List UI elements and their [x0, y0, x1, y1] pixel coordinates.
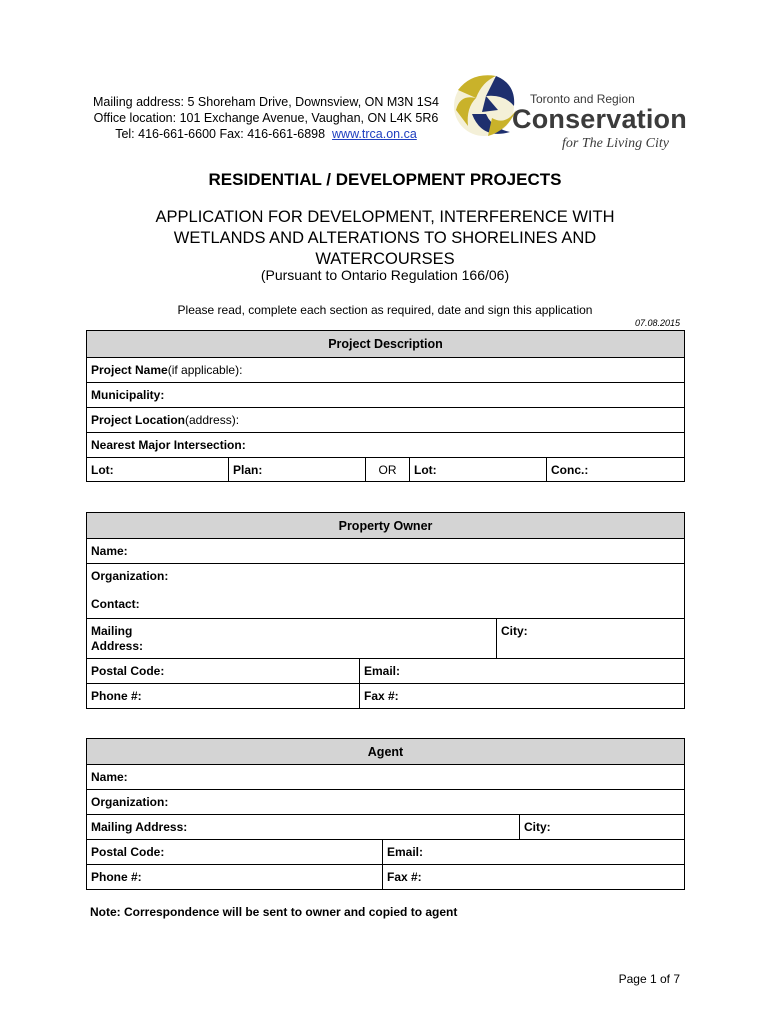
municipality-row[interactable] — [87, 383, 684, 408]
owner-city-field[interactable]: City: — [501, 624, 528, 638]
project-description-heading: Project Description — [87, 331, 684, 358]
owner-mailing-address-field[interactable] — [87, 619, 497, 658]
owner-postal-row — [87, 659, 684, 684]
agent-phone-field[interactable]: Phone #: — [87, 865, 383, 889]
mailing-address: Mailing address: 5 Shoreham Drive, Downsview, ON M3N 1S4 — [93, 95, 439, 109]
owner-phone-field[interactable]: Phone #: — [87, 684, 360, 708]
lot-plan-row — [87, 458, 684, 481]
agent-name-field[interactable]: Name: — [91, 770, 128, 784]
project-location-row[interactable] — [87, 408, 684, 433]
owner-contact-label: Contact: — [91, 597, 140, 611]
project-name-row[interactable] — [87, 358, 684, 383]
office-location: Office location: 101 Exchange Avenue, Vaughan, ON L4K 5R6 — [93, 111, 439, 125]
owner-email-field[interactable]: Email: — [364, 664, 401, 678]
tel-fax: Tel: 416-661-6600 Fax: 416-661-6898 — [115, 127, 326, 141]
agent-org-row[interactable] — [87, 790, 684, 815]
property-owner-heading: Property Owner — [87, 513, 684, 539]
owner-org-contact-field[interactable] — [87, 564, 684, 618]
owner-address-row — [87, 619, 684, 659]
agent-section — [86, 738, 685, 890]
owner-mailing-label-2: Address: — [91, 639, 144, 653]
project-name-label-suffix: (if applicable): — [167, 363, 243, 377]
or-label: OR — [366, 458, 410, 481]
page-number: Page 1 of 7 — [618, 972, 680, 986]
agent-postal-field[interactable]: Postal Code: — [87, 840, 383, 864]
contact-line — [86, 126, 446, 142]
form-subtitle: APPLICATION FOR DEVELOPMENT, INTERFERENCE WITH WETLANDS AND ALTERATIONS TO SHORELINES AND WATERCOURSES — [155, 208, 615, 268]
agent-fax-field[interactable]: Fax #: — [387, 870, 422, 884]
project-description-section — [86, 330, 685, 482]
agent-organization-field[interactable]: Organization: — [91, 795, 169, 809]
header-address — [86, 94, 446, 142]
agent-phone-row — [87, 865, 684, 889]
logo-small-text: Toronto and Region — [530, 92, 635, 106]
agent-name-row[interactable] — [87, 765, 684, 790]
property-owner-section — [86, 512, 685, 709]
project-location-label: Project Location — [91, 413, 186, 427]
owner-name-row[interactable] — [87, 539, 684, 564]
instructions: Please read, complete each section as required, date and sign this application — [177, 303, 593, 317]
agent-postal-row — [87, 840, 684, 865]
revision-date: 07.08.2015 — [634, 318, 680, 328]
owner-postal-field[interactable]: Postal Code: — [87, 659, 360, 683]
trca-logo — [452, 70, 692, 152]
lot-field[interactable]: Lot: — [87, 458, 229, 481]
correspondence-note: Note: Correspondence will be sent to owner and copied to agent — [90, 905, 458, 919]
form-title: RESIDENTIAL / DEVELOPMENT PROJECTS — [208, 170, 562, 189]
intersection-field[interactable]: Nearest Major Intersection: — [91, 438, 246, 452]
regulation-note: (Pursuant to Ontario Regulation 166/06) — [260, 267, 510, 283]
lot-alt-field[interactable]: Lot: — [410, 458, 547, 481]
project-name-field[interactable] — [87, 358, 684, 382]
owner-mailing-label-1: Mailing — [91, 624, 133, 638]
project-name-label: Project Name — [91, 363, 168, 377]
logo-tagline: for The Living City — [562, 136, 669, 151]
agent-email-field[interactable]: Email: — [387, 845, 424, 859]
agent-address-row — [87, 815, 684, 840]
plan-field[interactable]: Plan: — [229, 458, 366, 481]
project-location-label-suffix: (address): — [185, 413, 240, 427]
logo-wordmark: Conservation — [512, 104, 687, 134]
owner-organization-label: Organization: — [91, 569, 169, 583]
intersection-row[interactable] — [87, 433, 684, 458]
agent-heading: Agent — [87, 739, 684, 765]
project-location-field[interactable] — [87, 408, 684, 432]
municipality-field[interactable]: Municipality: — [91, 388, 165, 402]
concession-field[interactable]: Conc.: — [551, 462, 589, 477]
website-link[interactable]: www.trca.on.ca — [332, 127, 417, 141]
owner-fax-field[interactable]: Fax #: — [364, 689, 399, 703]
owner-org-contact-row[interactable] — [87, 564, 684, 619]
owner-phone-row — [87, 684, 684, 708]
owner-name-field[interactable]: Name: — [91, 544, 128, 558]
agent-mailing-address-field[interactable]: Mailing Address: — [87, 815, 520, 839]
agent-city-field[interactable]: City: — [524, 820, 551, 834]
